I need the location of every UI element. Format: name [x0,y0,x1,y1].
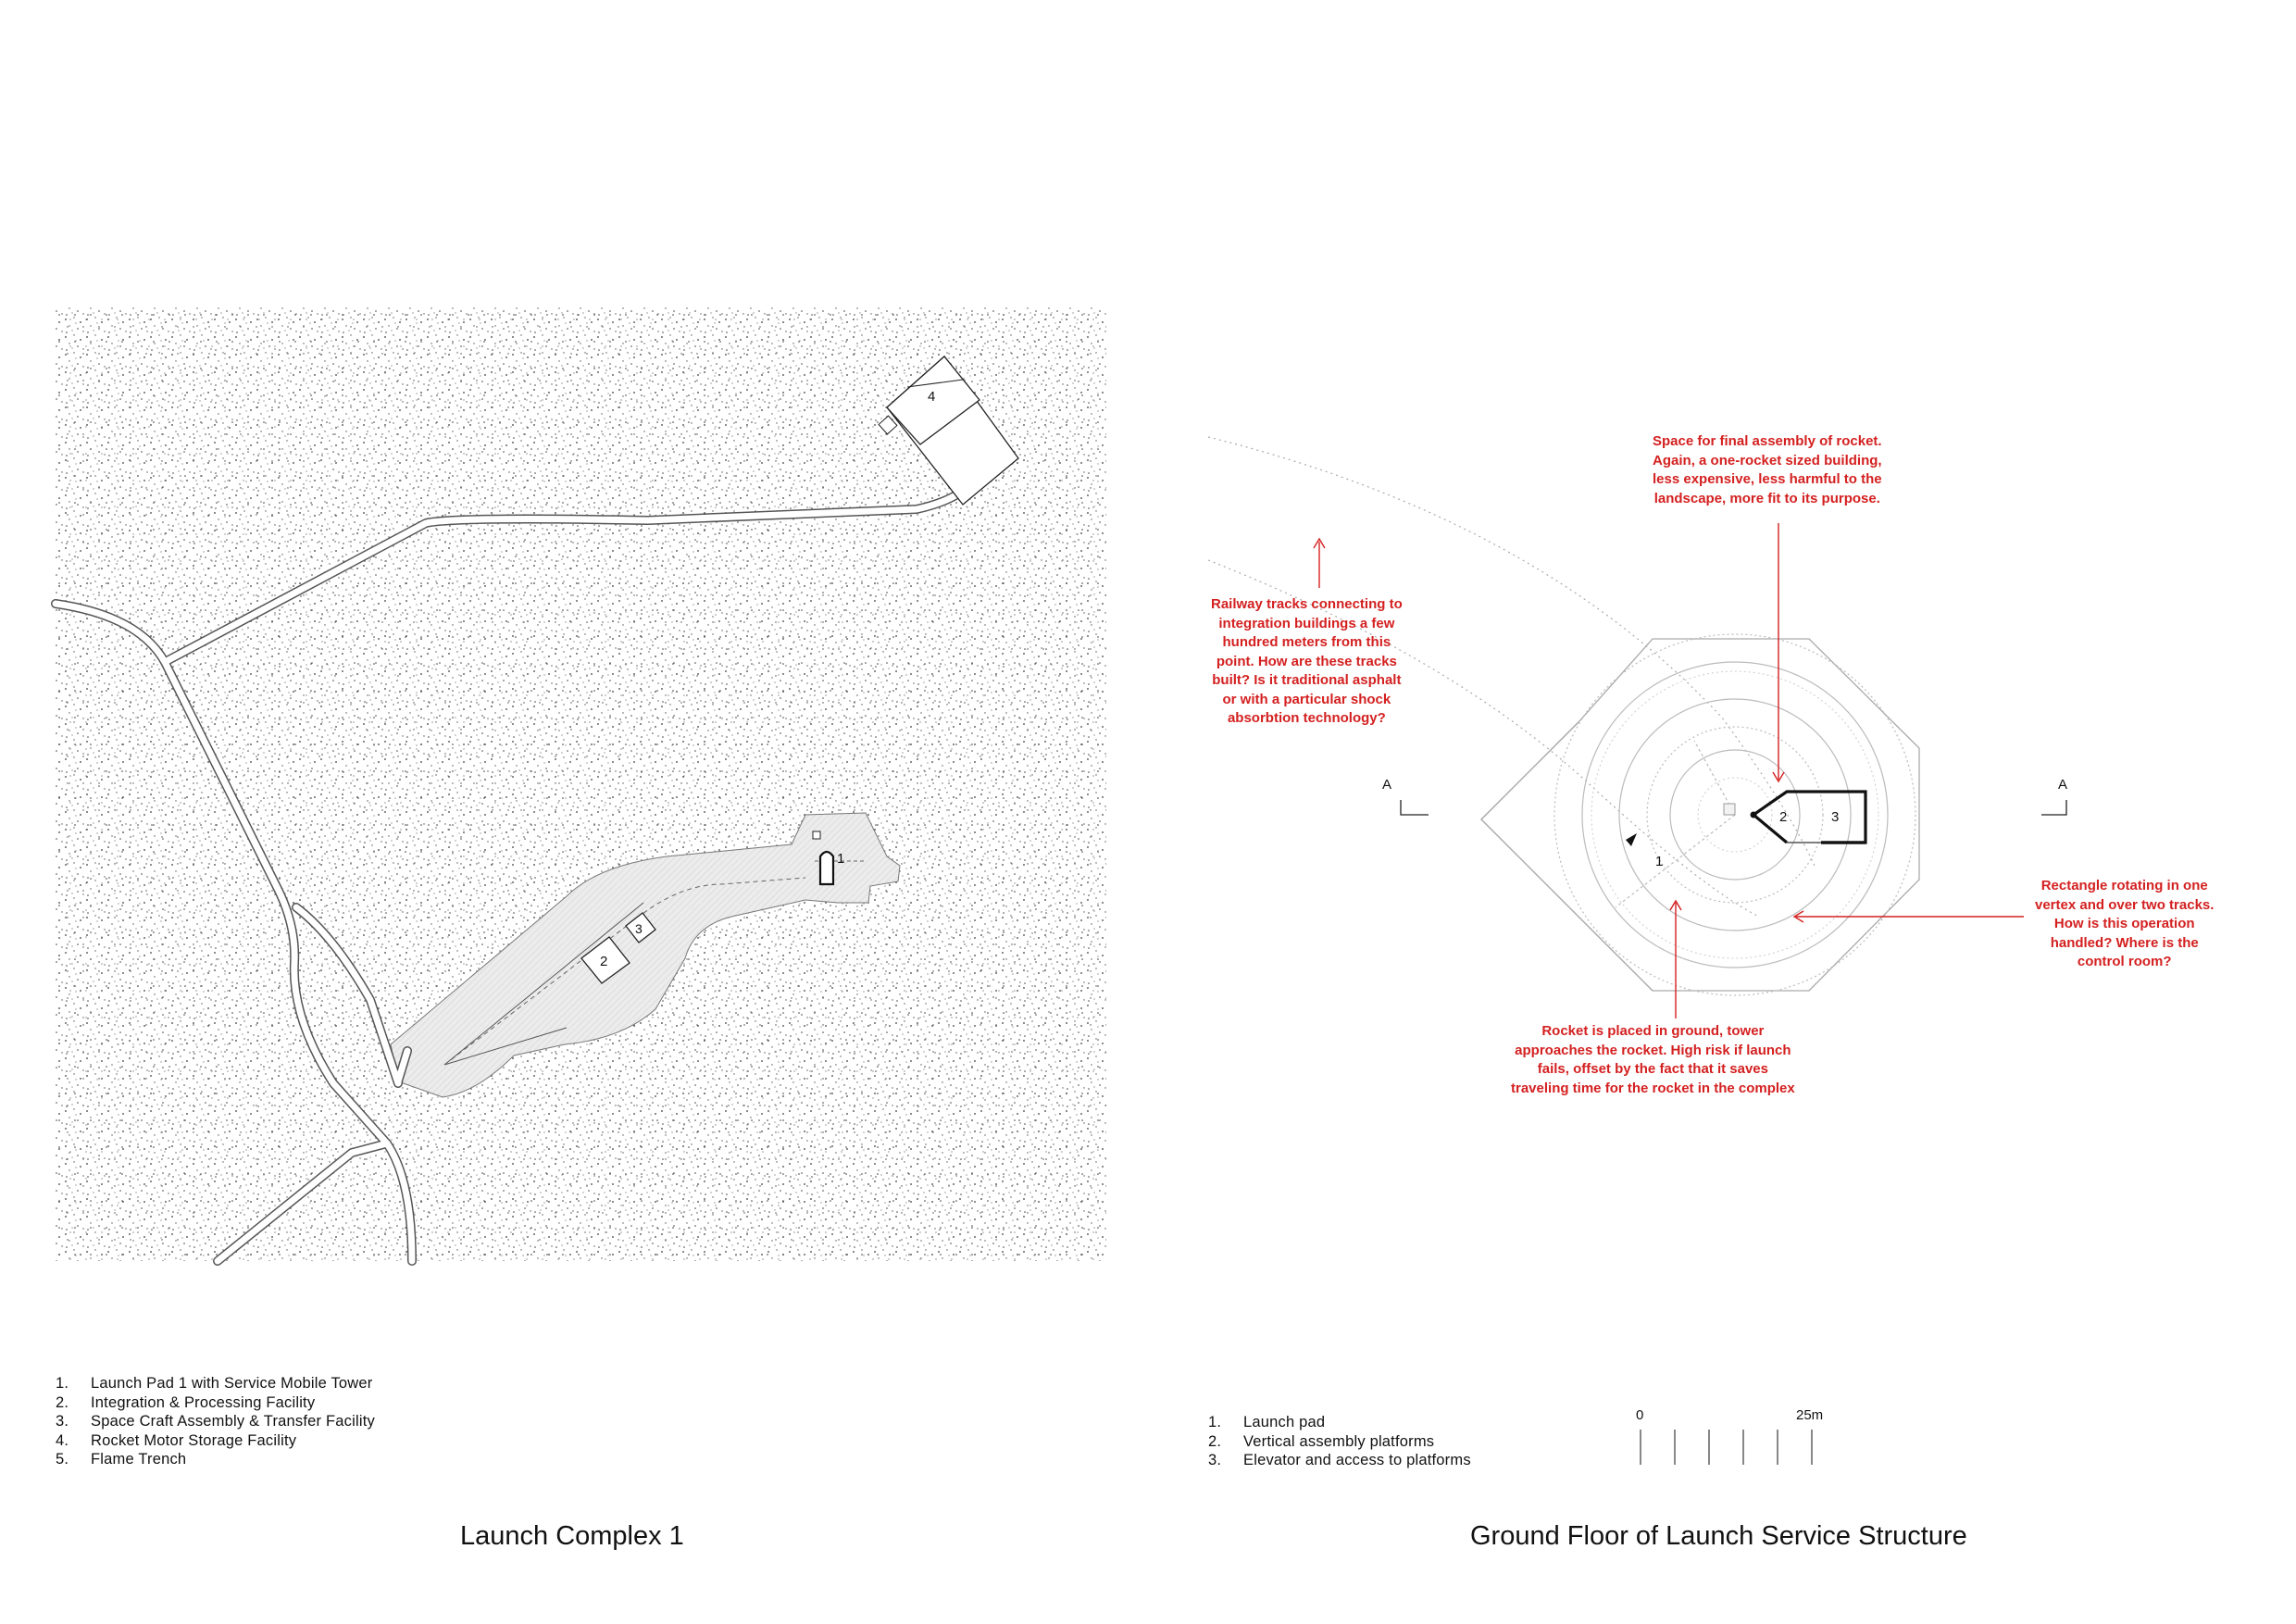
site-legend [56,1374,375,1469]
legend-item: 3. Elevator and access to platforms [1208,1452,1471,1468]
annotation-railway: Railway tracks connecting to integration buildings a few hundred meters from this point. How are these tracks built? Is it traditional asphalt or with a particular shock absorbtion technology? [1211,596,1403,726]
map-label-4: 4 [928,389,936,405]
plan-label-2: 2 [1779,809,1788,825]
floor-legend [1208,1413,1471,1470]
legend-item: 4. Rocket Motor Storage Facility [56,1431,297,1449]
legend-item: 2. Integration & Processing Facility [56,1393,316,1411]
scale-bar-start-label: 0 [1636,1407,1644,1423]
legend-item: 2. Vertical assembly platforms [1208,1432,1435,1450]
left-sheet-title: Launch Complex 1 [460,1521,684,1551]
octagon-outline [1481,639,1919,991]
legend-item: 1. Launch Pad 1 with Service Mobile Tower [56,1375,373,1392]
map-label-2: 2 [600,954,608,969]
map-label-3: 3 [635,921,643,936]
legend-item: 3. Space Craft Assembly & Transfer Facility [56,1413,375,1430]
annotation-assembly: Space for final assembly of rocket. Again, a one-rocket sized building, less expensive, less harmful to the landscape, more fit to its purpose. [1653,433,1882,506]
scale-bar [1629,1426,1824,1468]
annotation-rotation: Rectangle rotating in one vertex and over two tracks. How is this operation handled? Where is the control room? [2035,878,2215,969]
annotation-leaders [1314,523,2024,1018]
right-sheet-title: Ground Floor of Launch Service Structure [1470,1521,1967,1551]
section-mark-right [2041,777,2067,815]
section-mark-left [1382,777,1429,815]
plan-label-3: 3 [1831,809,1840,825]
svg-text:A: A [1382,777,1392,793]
legend-item: 1. Launch pad [1208,1414,1326,1430]
plan-label-1: 1 [1655,854,1664,869]
map-label-1: 1 [837,851,845,867]
annotation-ground: Rocket is placed in ground, tower approaches the rocket. High risk if launch fails, offset by the fact that it saves traveling time for the rocket in the complex [1511,1023,1795,1096]
rotation-direction-marker [1626,833,1637,846]
service-tower [1724,792,1866,843]
scale-bar-end-label: 25m [1796,1407,1824,1423]
legend-item: 5. Flame Trench [56,1451,187,1468]
svg-text:A: A [2058,777,2068,793]
site-plan-drawing [0,0,1148,1296]
